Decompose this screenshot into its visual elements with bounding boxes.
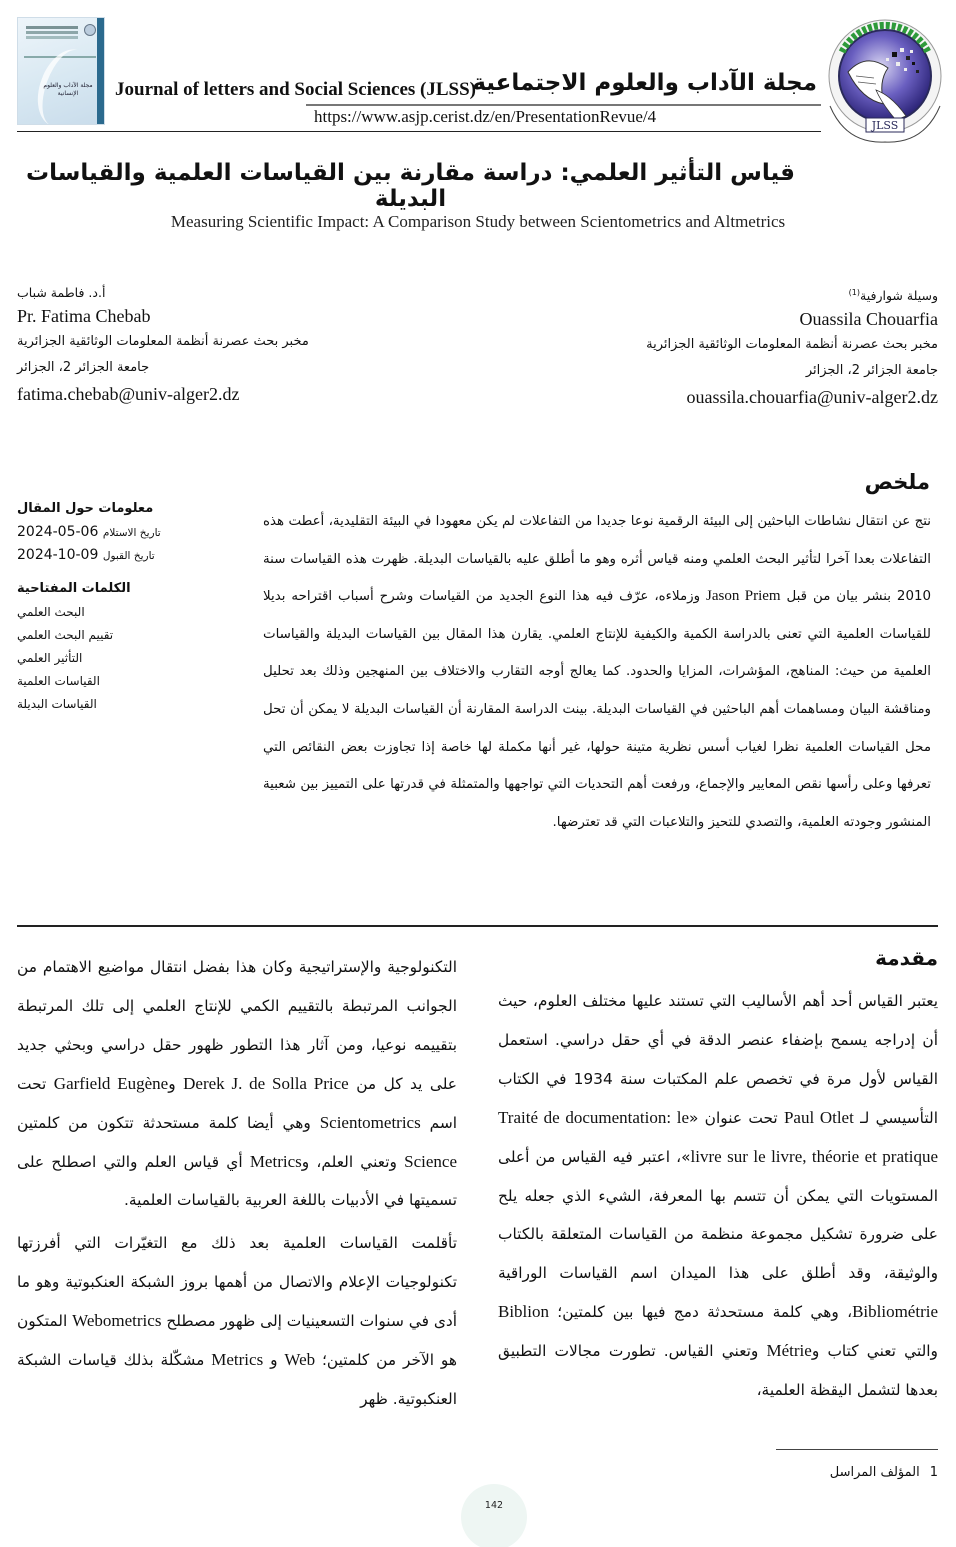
accepted-label: تاريخ القبول: [102, 550, 155, 562]
footnote-divider: [776, 1449, 938, 1450]
author-2-lab: مخبر بحث عصرنة أنظمة المعلومات الوثائقية الجزائرية: [17, 334, 309, 349]
received-label: تاريخ الاستلام: [102, 527, 161, 539]
article-title-en: Measuring Scientific Impact: A Comparison Study between Scientometrics and Altmetrics: [170, 212, 786, 231]
abstract-body: نتج عن انتقال نشاطات الباحثين إلى البيئة الرقمية نوعا جديدا من التفاعلات لم يكن معهودا في البيئة التقليدية، أعطت هذه التفاعلات بعدا آخرا لتأثير البحث العلمي ومنه قياس أثره وهو ما أطلق عليه بالقياسات البديلة. ظهرت هذه القياسات سنة 2010 بنشر بيان من قبل Jason Priem وزملاءه، عرّف فيه هذا النوع الجديد من القياسات وشرح أسباب اقتراحه بديلا للقياسات العلمية التي تعنى بالدراسة الكمية والكيفية للإنتاج العلمي. يقارن هذا المقال بين القياسات البديلة والقياسات العلمية من حيث: المناهج، المؤشرات، المزايا والحدود. كما يعالج أوجه التقارب والاختلاف بين المنهجين وذلك بعد تحليل ومناقشة البيان ومساهمات أهم الباحثين في القياسات البديلة. بينت الدراسة المقارنة أن القياسات البديلة لا يمكن أن تحل محل القياسات العلمية نظرا لغياب أسس نظرية متينة حولها، غير أنها مكملة لها خاصة إذا تجاوزت بعض النقائص التي تعرفها وعلى رأسها نقص المعايير والإجماع، ورفعت أهم التحديات التي تواجهها والمتمثلة في قدرتها على التمييز بين شعبية المنشور وجودته العلمية، والتصدي للتحيز والتلاعبات التي قد تعترضها.: [263, 514, 931, 830]
footnote-marker[interactable]: (1): [848, 288, 860, 297]
accepted-date-row: [17, 544, 237, 567]
cover-header-lines: [26, 26, 78, 29]
journal-name-en: Journal of letters and Social Sciences (JLSS): [115, 79, 476, 100]
author-2: [17, 283, 309, 407]
author-1-email[interactable]: ouassila.chouarfia@univ-alger2.dz: [686, 387, 938, 408]
footnote-number: 1: [929, 1465, 938, 1480]
author-1-name-ar: وسيلة شوارفية$^{(1)}$: [848, 288, 938, 304]
received-date-row: [17, 521, 237, 544]
article-title-ar: [0, 160, 956, 212]
abstract-heading: ملخص: [864, 470, 930, 494]
keywords-heading: الكلمات المفتاحية: [17, 581, 131, 596]
introduction-column-left: [17, 948, 457, 1419]
keyword-item: تقييم البحث العلمي: [17, 628, 114, 642]
article-info-heading: معلومات حول المقال: [17, 501, 154, 516]
author-2-email[interactable]: fatima.chebab@univ-alger2.dz: [17, 384, 240, 404]
author-1-name-en: Ouassila Chouarfia: [799, 309, 938, 330]
title-ar-text: قياس التأثير العلمي: دراسة مقارنة بين القياسات العلمية والقياسات البديلة: [26, 160, 795, 212]
journal-name-ar: مجلة الآداب والعلوم الاجتماعية: [472, 70, 817, 96]
jlss-logo-icon: [826, 12, 944, 144]
footnote: [830, 1465, 938, 1480]
article-info-panel: [17, 497, 237, 716]
introduction-column-right: يعتبر القياس أحد أهم الأساليب التي تستند عليها مختلف العلوم، حيث أن إدراجه يسمح بإضفاء عنصر الدقة في أي حقل دراسي. استعمل القياس لأول مرة في تخصص علم المكتبات سنة 1934 في الكتاب التأسيسي لـ Paul Otlet تحت عنوان «Traité de documentation: le livre sur le livre, théorie et pratique»، اعتبر فيه القياس من أعلى المستويات التي يمكن أن تتسم بها المعرفة، الشيء الذي جعله يلح على ضرورة تشكيل مجموعة منظمة من القياسات المتعلقة بالكتاب والوثيقة، وقد أطلق على هذا الميدان اسم القياسات الوراقية Bibliométrie، وهي كلمة مستحدثة دمج فيها بين كلمتين؛ Biblion والتي تعني كتاب وMétrie وتعني القياس. تطورت مجالات التطبيق بعدها لتشمل اليقظة العلمية،: [498, 992, 939, 1400]
page-number-badge: [461, 1484, 527, 1547]
accepted-date: 2024-10-09: [17, 547, 99, 563]
paragraph: التكنولوجية والإستراتيجية وكان هذا بفضل انتقال مواضيع الاهتمام من الجوانب المرتبطة بالتقييم الكمي للإنتاج العلمي إلى تلك المرتبطة بتقييمه نوعيا، ومن آثار هذا التطور ظهور حقل دراسي وبحثي جديد على يد كل من Derek J. de Solla Price وGarfield Eugène تحت اسم Scientometrics وهي أيضا كلمة مستحدثة تتكون من كلمتين Science وتعني العلم، وMetrics أي قياس العلم والتي اصطلح على تسميتها في الأدبيات باللغة العربية بالقياسات العلمية.: [17, 958, 458, 1210]
keyword-item: التأثير العلمي: [17, 651, 83, 665]
page-number: 142: [484, 1500, 504, 1511]
journal-cover-thumbnail: [17, 17, 105, 125]
logo-label: JLSS: [871, 119, 899, 132]
keyword-item: البحث العلمي: [17, 605, 85, 619]
url-divider: [306, 104, 821, 106]
section-divider: [17, 925, 938, 927]
paragraph: تأقلمت القياسات العلمية بعد ذلك مع التغيّرات التي أفرزتها تكنولوجيات الإعلام والاتصال من أهمها بروز الشبكة العنكبوتية وهو ما أدى في سنوات التسعينيات إلى ظهور مصطلح Webometrics المتكون هو الآخر من كلمتين؛ Web و Metrics مشكّلة بذلك قياسات الشبكة العنكبوتية. ظهر: [17, 1234, 457, 1408]
received-date: 2024-05-06: [17, 524, 99, 540]
journal-url-link[interactable]: https://www.asjp.cerist.dz/en/PresentationRevue/4: [314, 107, 657, 126]
cover-spine: [97, 18, 104, 124]
cover-title: مجلة الآداب والعلوم الإنسانية: [43, 82, 93, 97]
keyword-item: القياسات البديلة: [17, 697, 97, 711]
header-divider: [17, 131, 821, 132]
cover-logo-icon: [84, 24, 96, 36]
author-1-university: جامعة الجزائر 2، الجزائر: [805, 363, 938, 379]
author-2-name-ar: أ.د. فاطمة شباب: [17, 285, 106, 300]
author-1-lab: مخبر بحث عصرنة أنظمة المعلومات الوثائقية الجزائرية: [646, 337, 938, 353]
keyword-item: القياسات العلمية: [17, 674, 100, 688]
footnote-text: المؤلف المراسل: [829, 1465, 920, 1480]
author-2-name-en: Pr. Fatima Chebab: [17, 306, 151, 326]
author-1: [646, 283, 938, 410]
author-2-university: جامعة الجزائر 2، الجزائر: [17, 360, 150, 375]
introduction-heading: مقدمة: [875, 946, 938, 970]
